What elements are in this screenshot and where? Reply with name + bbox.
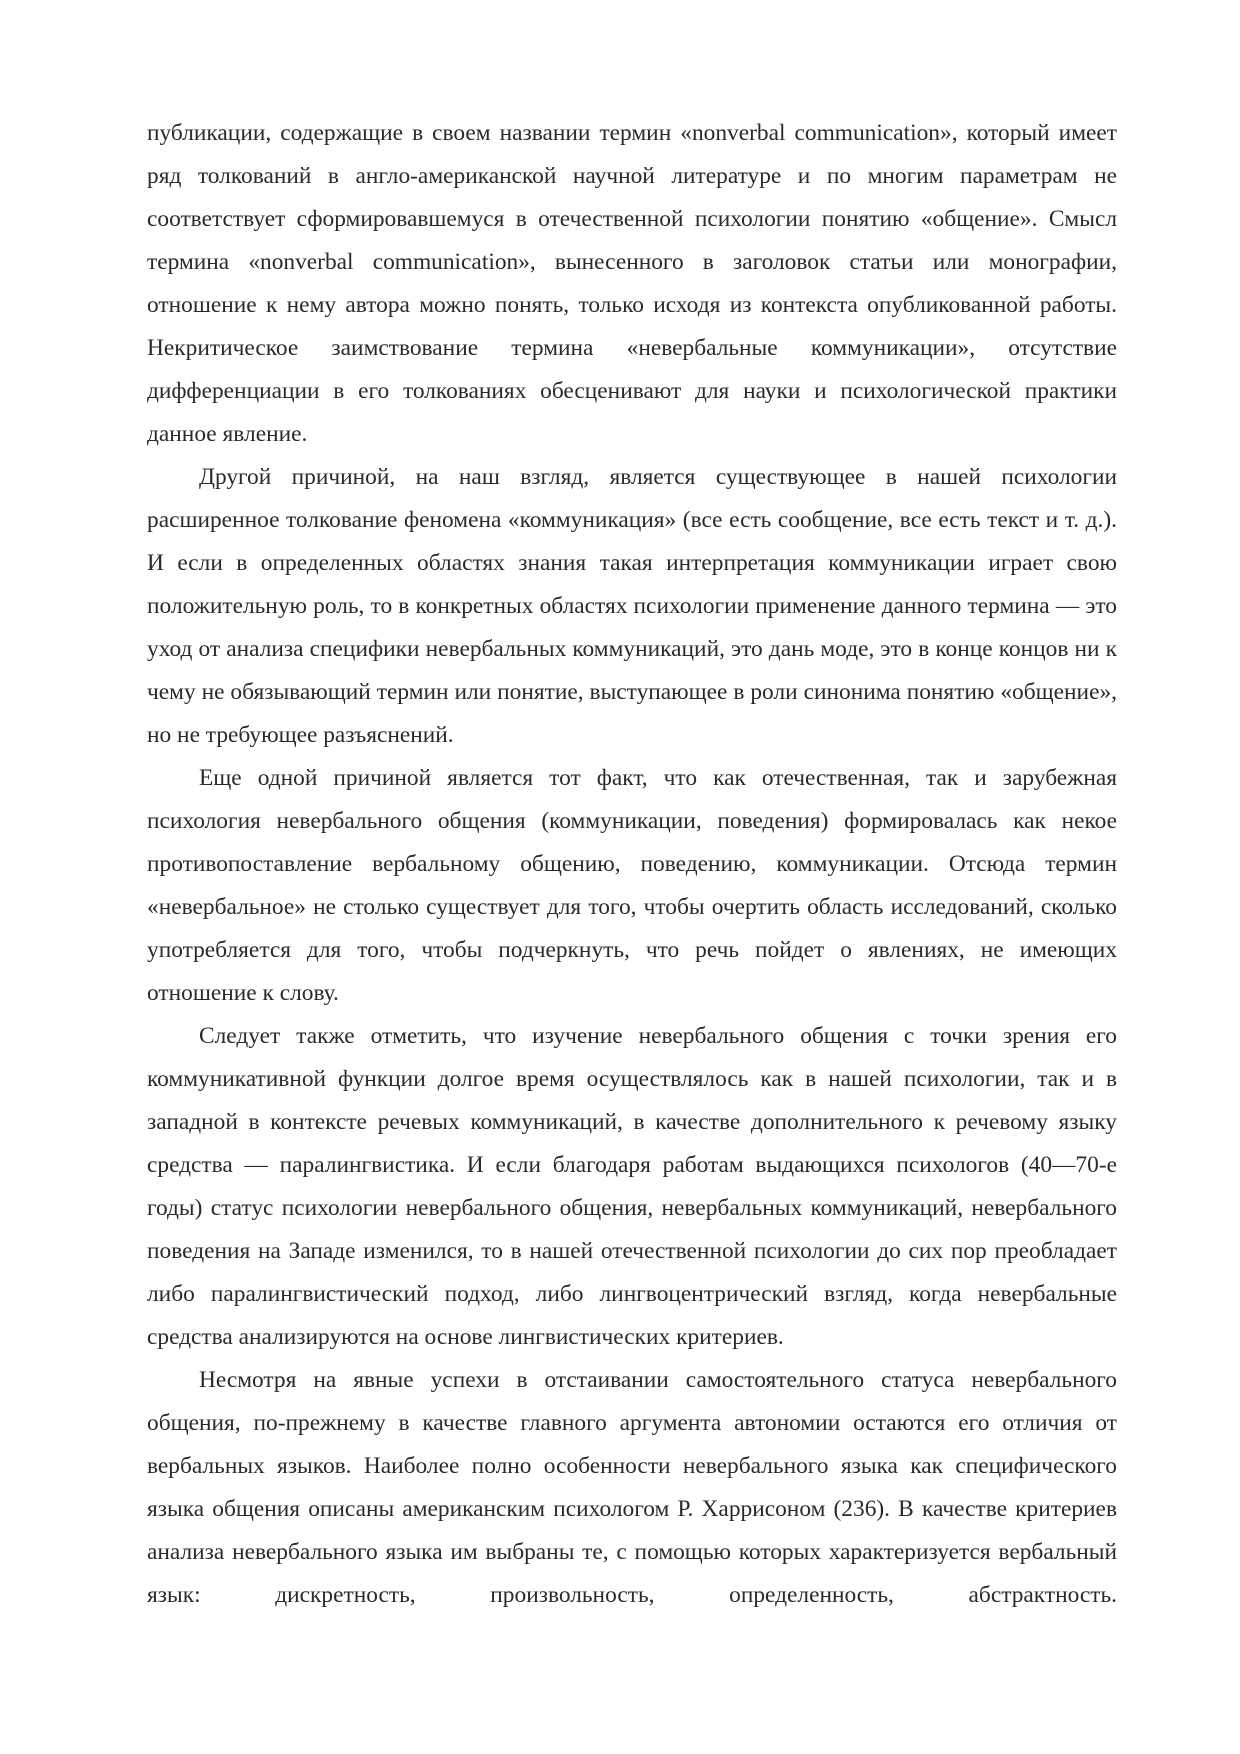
paragraph-5: Несмотря на явные успехи в отстаивании самостоятельного статуса невербального общения, по-прежнему в качестве главного аргумента автономии остаются его отличия от вербальных языков. Наиболее полно особенности невербального языка как специфического языка общения описаны американским психологом Р. Харрисоном (236). В качестве критериев анализа невербального языка им выбраны те, с помощью которых характеризуется вербальный язык: дискретность, произвольность, определенность, абстрактность.	[147, 1367, 1117, 1608]
paragraph-4: Следует также отметить, что изучение невербального общения с точки зрения его коммуникативной функции долгое время осуществлялось как в нашей психологии, так и в западной в контексте речевых коммуникаций, в качестве дополнительного к речевому языку средства — паралингвистика. И если благодаря работам выдающихся психологов (40—70-е годы) статус психологии невербального общения, невербальных коммуникаций, невербального поведения на Западе изменился, то в нашей отечественной психологии до сих пор преобладает либо паралингвистический подход, либо лингвоцентрический взгляд, когда невербальные средства анализируются на основе лингвистических критериев.	[147, 1023, 1117, 1350]
paragraph-2: Другой причиной, на наш взгляд, является существующее в нашей психологии расширенное толкование феномена «коммуникация» (все есть сообщение, все есть текст и т. д.). И если в определенных областях знания такая интерпретация коммуникации играет свою положительную роль, то в конкретных областях психологии применение данного термина — это уход от анализа специфики невербальных коммуникаций, это дань моде, это в конце концов ни к чему не обязывающий термин или понятие, выступающее в роли синонима понятию «общение», но не требующее разъяснений.	[147, 464, 1117, 748]
paragraph-1: публикации, содержащие в своем названии термин «nonverbal communication», который имеет ряд толкований в англо-американской научной литературе и по многим параметрам не соответствует сформировавшемуся в отечественной психологии понятию «общение». Смысл термина «nonverbal communication», вынесенного в заголовок статьи или монографии, отношение к нему автора можно понять, только исходя из контекста опубликованной работы. Некритическое заимствование термина «невербальные коммуникации», отсутствие дифференциации в его толкованиях обесценивают для науки и психологической практики данное явление.	[147, 120, 1117, 447]
paragraph-3: Еще одной причиной является тот факт, что как отечественная, так и зарубежная психология невербального общения (коммуникации, поведения) формировалась как некое противопоставление вербальному общению, поведению, коммуникации. Отсюда термин «невербальное» не столько существует для того, чтобы очертить область исследований, сколько употребляется для того, чтобы подчеркнуть, что речь пойдет о явлениях, не имеющих отношение к слову.	[147, 765, 1117, 1006]
body-text	[147, 112, 1117, 1617]
